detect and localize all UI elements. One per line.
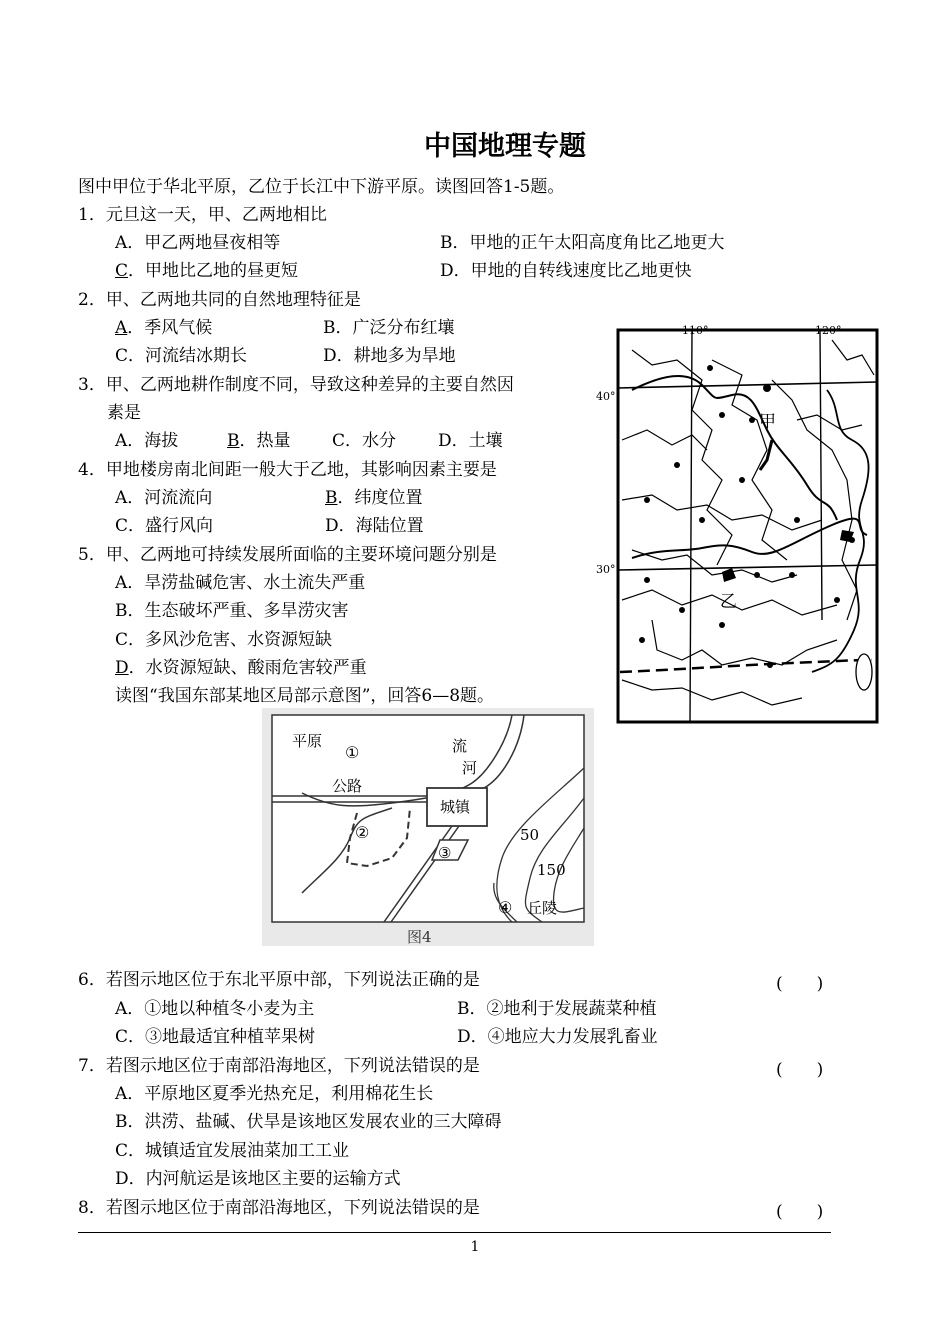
q1-option-c-text: ．甲地比乙地的昼更短 <box>128 261 299 281</box>
fig4-river-label-1: 流 <box>452 737 468 755</box>
q7-option-d: D．内河航运是该地区主要的运输方式 <box>115 1169 401 1189</box>
fig4-contour-150: 150 <box>537 861 566 879</box>
taiwan-island <box>856 654 872 690</box>
q7-option-c: C．城镇适宜发展油菜加工工业 <box>115 1141 350 1161</box>
q4-option-d: D．海陆位置 <box>325 516 424 536</box>
china-east-map <box>592 320 892 730</box>
intro-text: 图中甲位于华北平原，乙位于长江中下游平原。读图回答1-5题。 <box>78 177 565 197</box>
q1-answer-mark: C <box>115 261 129 281</box>
q8-answer-paren: ( ) <box>776 1202 824 1222</box>
q5-option-c: C．多风沙危害、水资源短缺 <box>115 630 333 650</box>
q3-option-a: A．海拔 <box>115 431 179 451</box>
map-lon-110: 110° <box>682 324 709 337</box>
reading-instruction: 读图“我国东部某地区局部示意图”，回答6—8题。 <box>115 686 495 706</box>
q3-option-b <box>227 430 291 452</box>
q7-option-a: A．平原地区夏季光热充足，利用棉花生长 <box>115 1084 434 1104</box>
q6-option-a: A．①地以种植冬小麦为主 <box>115 999 315 1019</box>
page-title: 中国地理专题 <box>424 131 586 162</box>
q2-option-c: C．河流结冰期长 <box>115 346 248 366</box>
fig4-circle-4: ④ <box>498 898 513 917</box>
q6-option-d: D．④地应大力发展乳畜业 <box>457 1027 658 1047</box>
q4-stem: 4．甲地楼房南北间距一般大于乙地，其影响因素主要是 <box>78 460 497 480</box>
fig4-town-label: 城镇 <box>440 798 471 816</box>
q2-stem: 2．甲、乙两地共同的自然地理特征是 <box>78 290 361 310</box>
map-label-yi: 乙 <box>720 592 737 612</box>
q1-option-b: B．甲地的正午太阳高度角比乙地更大 <box>440 233 725 253</box>
q1-stem: 1．元旦这一天，甲、乙两地相比 <box>78 205 327 225</box>
map-lat-40: 40° <box>596 390 616 403</box>
q6-option-c: C．③地最适宜种植苹果树 <box>115 1027 316 1047</box>
footer-rule <box>78 1232 831 1233</box>
q8-stem: 8．若图示地区位于南部沿海地区，下列说法错误的是 <box>78 1198 480 1218</box>
figure-4-local-map <box>262 708 594 946</box>
q2-option-d: D．耕地多为旱地 <box>323 346 456 366</box>
q7-answer-paren: ( ) <box>776 1060 824 1080</box>
q3-answer-mark: B <box>227 431 240 451</box>
fig4-caption: 图4 <box>407 928 432 946</box>
q4-answer-mark: B <box>325 488 338 508</box>
fig4-river-label-2: 河 <box>462 759 478 777</box>
q5-option-b: B．生态破坏严重、多旱涝灾害 <box>115 601 349 621</box>
q5-stem: 5．甲、乙两地可持续发展所面临的主要环境问题分别是 <box>78 545 497 565</box>
q2-option-a <box>115 317 212 339</box>
q7-option-b: B．洪涝、盐碱、伏旱是该地区发展农业的三大障碍 <box>115 1112 502 1132</box>
q2-option-b: B．广泛分布红壤 <box>323 318 455 338</box>
q7-stem: 7．若图示地区位于南部沿海地区，下列说法错误的是 <box>78 1056 480 1076</box>
q4-option-b <box>325 487 423 509</box>
q1-option-d: D．甲地的自转线速度比乙地更快 <box>440 261 692 281</box>
fig4-contour-50: 50 <box>520 826 540 844</box>
q1-option-c <box>115 260 298 282</box>
fig4-road-label: 公路 <box>332 777 363 795</box>
q5-option-d <box>115 657 367 679</box>
q3-stem-cont: 素是 <box>107 403 141 423</box>
q2-option-a-text: ．季风气候 <box>127 318 213 338</box>
q3-option-c: C．水分 <box>332 431 397 451</box>
fig4-plain-label: 平原 <box>292 732 323 750</box>
q5-answer-mark: D <box>115 658 129 678</box>
fig4-circle-1: ① <box>345 743 360 762</box>
map-lon-120: 120° <box>815 324 842 337</box>
q6-answer-paren: ( ) <box>776 974 824 994</box>
q2-answer-mark: A <box>115 318 128 338</box>
fig4-circle-3: ③ <box>438 844 452 862</box>
fig4-circle-2: ② <box>355 823 370 842</box>
q6-stem: 6．若图示地区位于东北平原中部，下列说法正确的是 <box>78 970 480 990</box>
q6-option-b: B．②地利于发展蔬菜种植 <box>457 999 657 1019</box>
q4-option-a: A．河流流向 <box>115 488 213 508</box>
q3-stem: 3．甲、乙两地耕作制度不同，导致这种差异的主要自然因 <box>78 375 514 395</box>
q1-option-a: A．甲乙两地昼夜相等 <box>115 233 281 253</box>
map-label-jia: 甲 <box>759 412 776 432</box>
map-frame <box>618 330 877 722</box>
q3-option-b-text: ．热量 <box>239 431 291 451</box>
q3-option-d: D．土壤 <box>438 431 503 451</box>
map-lat-30: 30° <box>596 563 616 576</box>
q4-option-b-text: ．纬度位置 <box>337 488 423 508</box>
q4-option-c: C．盛行风向 <box>115 516 214 536</box>
page-number: 1 <box>470 1239 480 1255</box>
fig4-hills-label: 丘陵 <box>527 899 558 917</box>
q5-option-a: A．旱涝盐碱危害、水土流失严重 <box>115 573 366 593</box>
q5-option-d-text: ．水资源短缺、酸雨危害较严重 <box>128 658 367 678</box>
